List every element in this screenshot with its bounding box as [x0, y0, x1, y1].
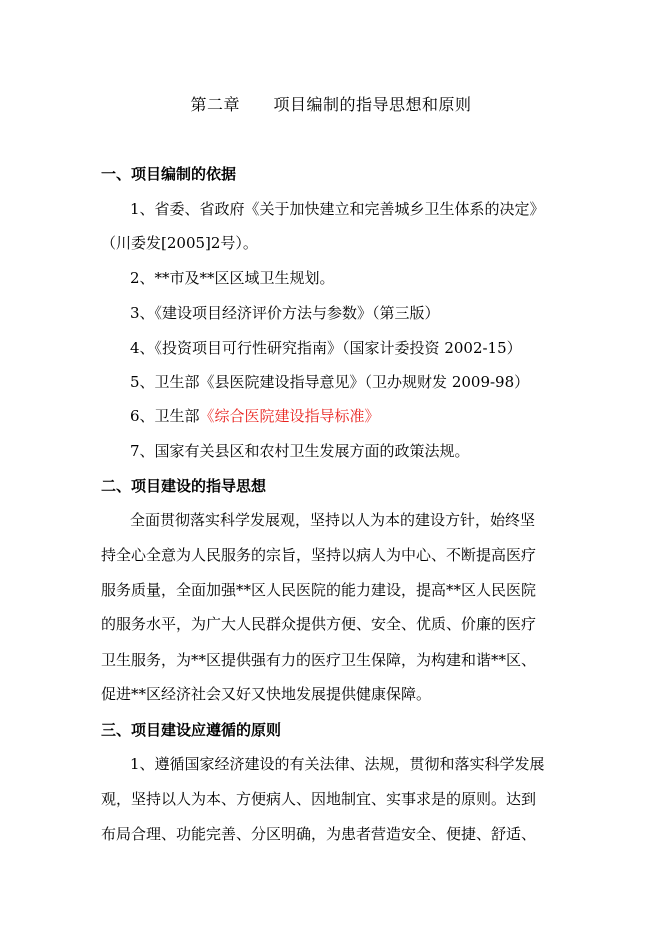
basis-item-6 [130, 406, 380, 426]
principles-line-2: 观，坚持以人为本、方便病人、因地制宜、实事求是的原则。达到 [101, 790, 537, 808]
guiding-thought-line-3: 服务质量，全面加强**区人民医院的能力建设，提高**区人民医院 [101, 581, 537, 599]
guiding-thought-line-4: 的服务水平，为广大人民群众提供方便、安全、优质、价廉的医疗 [101, 615, 537, 633]
guiding-thought-line-2: 持全心全意为人民服务的宗旨，坚持以病人为中心、不断提高医疗 [101, 546, 537, 564]
basis-item-4: 4、《投资项目可行性研究指南》（国家计委投资 2002-15） [130, 339, 522, 357]
basis-item-5: 5、卫生部《县医院建设指导意见》（卫办规财发 2009-98） [130, 373, 530, 391]
basis-item-7: 7、国家有关县区和农村卫生发展方面的政策法规。 [130, 442, 470, 460]
basis-item-6-highlight: 《综合医院建设指导标准》 [199, 407, 380, 425]
basis-item-1-line-2: （川委发[2005]2号）。 [101, 234, 258, 252]
section-heading-basis: 一、项目编制的依据 [101, 165, 237, 183]
principles-line-3: 布局合理、功能完善、分区明确，为患者营造安全、便捷、舒适、 [101, 825, 537, 843]
guiding-thought-line-6: 促进**区经济社会又好又快地发展提供健康保障。 [101, 685, 432, 703]
basis-item-6-prefix: 6、卫生部 [130, 407, 200, 425]
guiding-thought-line-5: 卫生服务，为**区提供强有力的医疗卫生保障，为构建和谐**区、 [101, 651, 537, 669]
guiding-thought-line-1: 全面贯彻落实科学发展观，坚持以人为本的建设方针，始终坚 [130, 511, 536, 529]
chapter-title: 第二章 项目编制的指导思想和原则 [190, 95, 472, 114]
basis-item-2: 2、**市及**区区域卫生规划。 [130, 269, 335, 287]
section-heading-guiding-thought: 二、项目建设的指导思想 [101, 477, 267, 495]
basis-item-3: 3、《建设项目经济评价方法与参数》（第三版） [130, 304, 440, 322]
basis-item-1-line-1: 1、省委、省政府《关于加快建立和完善城乡卫生体系的决定》 [130, 200, 545, 218]
section-heading-principles: 三、项目建设应遵循的原则 [101, 721, 282, 739]
principles-line-1: 1、遵循国家经济建设的有关法律、法规，贯彻和落实科学发展 [130, 755, 545, 773]
